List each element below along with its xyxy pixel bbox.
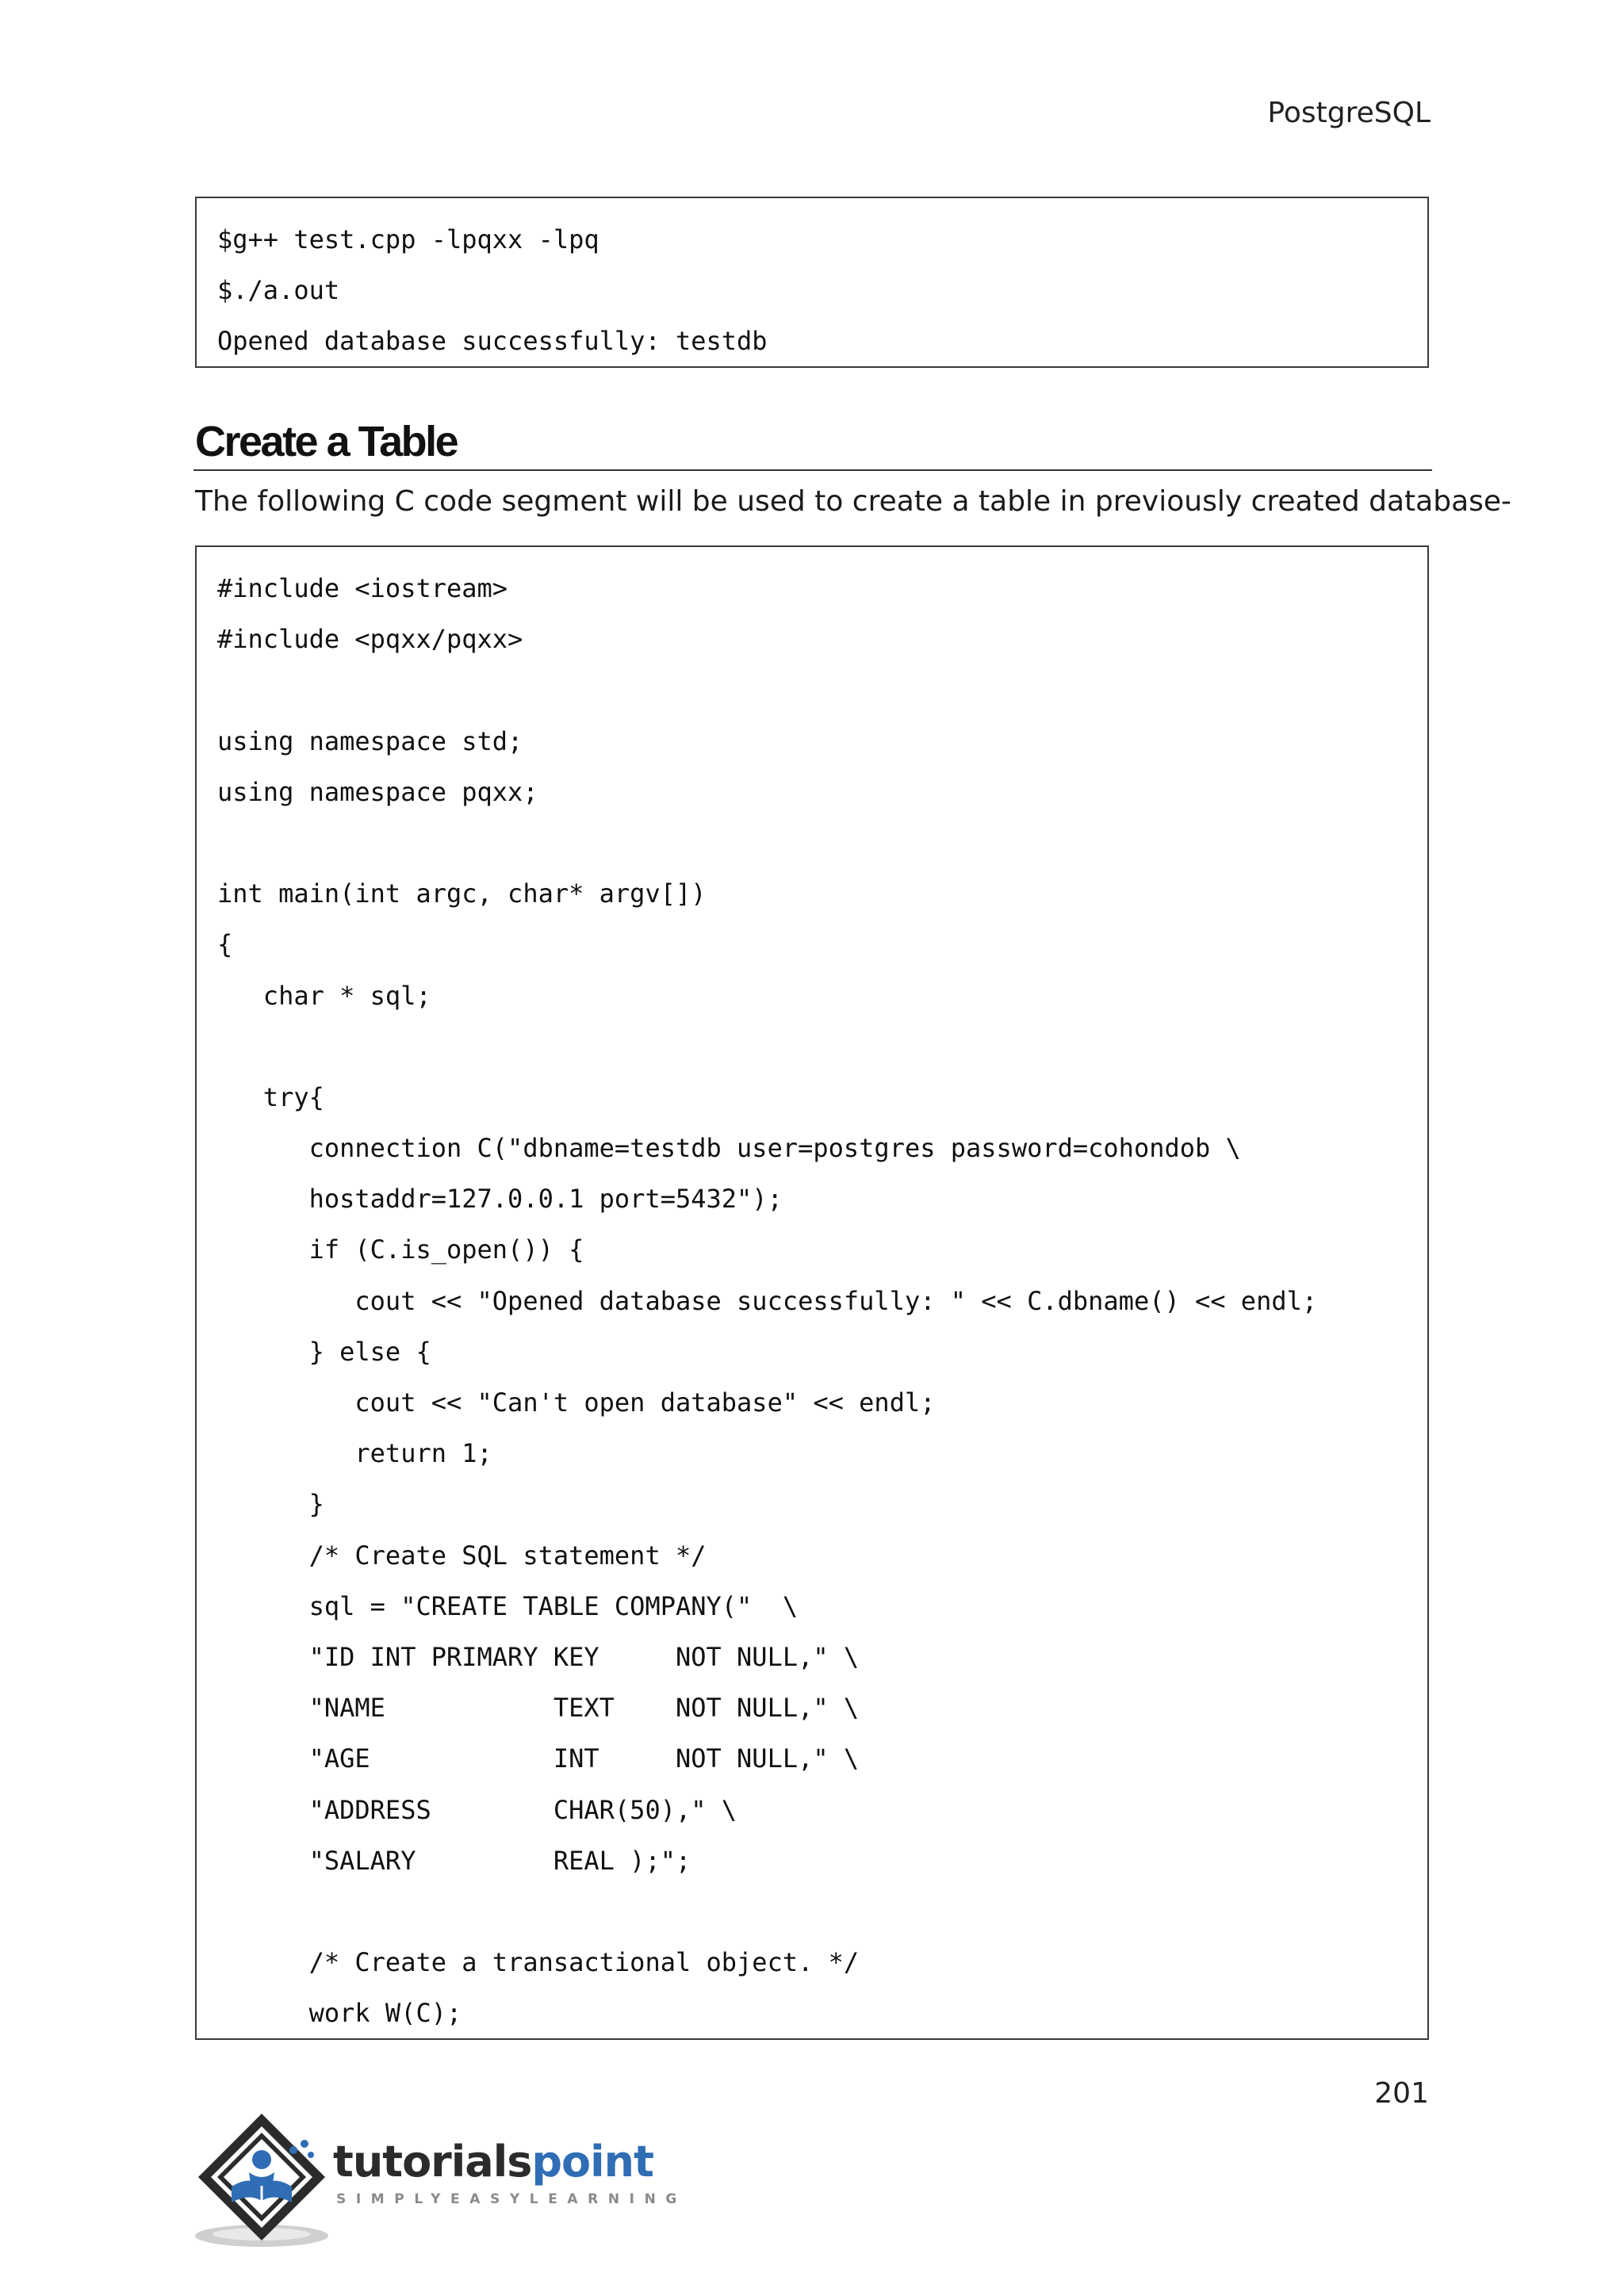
code-line: /* Create a transactional object. */ [217,1947,860,1978]
code-line: #include <iostream> [217,573,508,603]
page-number: 201 [1374,2077,1429,2110]
code-line: /* Create SQL statement */ [217,1540,707,1571]
code-line: try{ [217,1081,324,1112]
code-line [217,664,1407,715]
tutorialspoint-logo [193,2109,685,2252]
code-line: "ID INT PRIMARY KEY NOT NULL," \ [217,1641,860,1672]
code-line: { [217,929,233,960]
code-line: "NAME TEXT NOT NULL," \ [217,1693,860,1724]
logo-wordmark-part2: point [531,2137,653,2187]
code-line: cout << "Can't open database" << endl; [217,1387,936,1418]
code-line: #include <pqxx/pqxx> [217,624,523,655]
heading-divider [193,469,1432,471]
code-line: "AGE INT NOT NULL," \ [217,1743,860,1774]
logo-emblem-icon [193,2109,344,2252]
code-line: int main(int argc, char* argv[]) [217,878,707,909]
code-line: $g++ test.cpp -lpqxx -lpq [217,224,599,254]
code-line: cout << "Opened database successfully: " << C.dbname() << endl; [217,1285,1318,1316]
code-line: Opened database successfully: testdb [217,326,768,357]
code-line: return 1; [217,1438,492,1469]
code-line: connection C("dbname=testdb user=postgres password=cohondob \ [217,1133,1241,1164]
code-line: "SALARY REAL );"; [217,1845,691,1876]
code-line: } else { [217,1336,431,1367]
code-line: work W(C); [217,1998,462,2029]
code-line: $./a.out [217,275,340,306]
compile-output-block [195,197,1429,368]
section-intro-paragraph: The following C code segment will be used to create a table in previously created database- [195,485,1512,518]
running-header-title: PostgreSQL [1267,97,1431,129]
code-line [217,1021,1407,1072]
logo-wordmark [333,2137,653,2187]
logo-tagline: SIMPLYEASYLEARNING [336,2191,687,2207]
code-line [217,1886,1407,1937]
section-heading: Create a Table [195,418,458,465]
code-line: } [217,1489,324,1520]
code-line: char * sql; [217,980,431,1011]
code-line: "ADDRESS CHAR(50)," \ [217,1794,737,1825]
code-line: hostaddr=127.0.0.1 port=5432"); [217,1184,783,1215]
logo-wordmark-part1: tutorials [333,2137,532,2187]
code-line: using namespace std; [217,725,523,756]
code-line: sql = "CREATE TABLE COMPANY(" \ [217,1590,799,1621]
code-line: using namespace pqxx; [217,776,538,807]
code-listing-block [195,545,1429,2040]
code-line: if (C.is_open()) { [217,1234,584,1265]
code-line [217,817,1407,868]
